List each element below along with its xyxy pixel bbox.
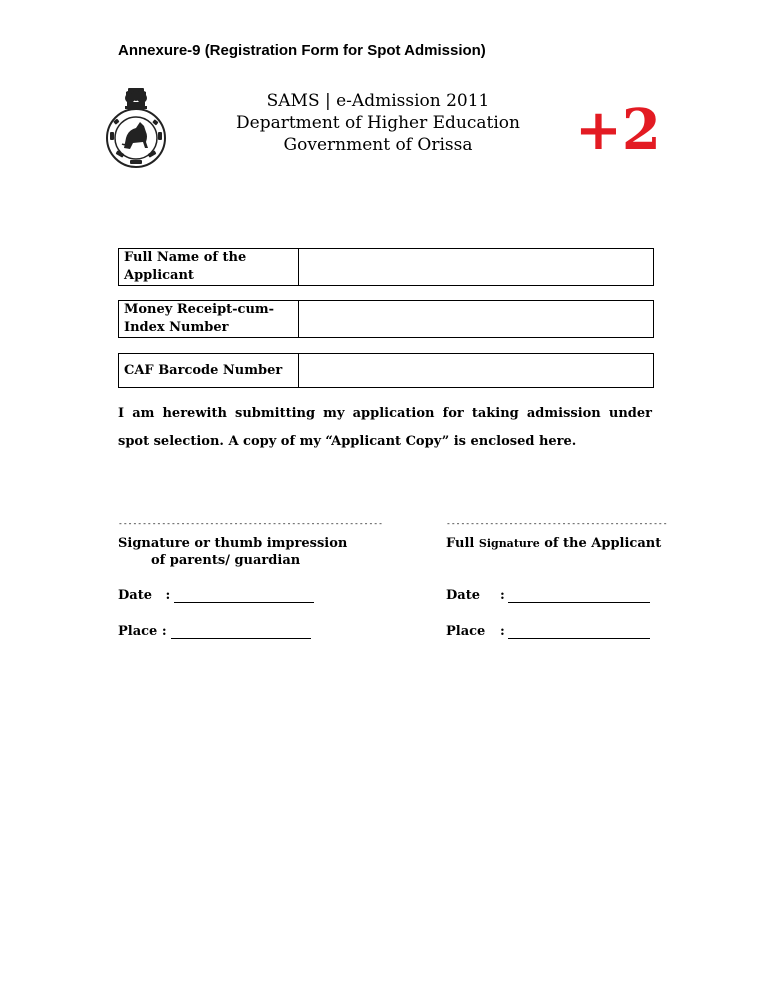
field-money-receipt bbox=[118, 300, 654, 338]
field-label: CAF Barcode Number bbox=[119, 354, 299, 387]
right-date-label: Date bbox=[446, 588, 480, 603]
left-date-input[interactable] bbox=[174, 588, 314, 603]
left-date-label: Date : bbox=[118, 588, 171, 603]
declaration-text: I am herewith submitting my application for taking admission under spot selection. A copy of my “Applicant Copy” is enclosed here. bbox=[118, 406, 652, 449]
field-label: Money Receipt-cum-Index Number bbox=[119, 301, 299, 337]
caf-barcode-input[interactable] bbox=[299, 354, 653, 387]
right-signature-caption bbox=[446, 535, 661, 552]
right-signature-prefix: Full bbox=[446, 536, 475, 551]
field-label: Full Name of the Applicant bbox=[119, 249, 299, 285]
plus-two-badge: +2 bbox=[575, 97, 661, 163]
right-place-row bbox=[446, 624, 650, 639]
field-caf-barcode bbox=[118, 353, 654, 388]
left-date-row bbox=[118, 588, 314, 603]
odisha-state-emblem-icon bbox=[100, 86, 172, 168]
right-date-row bbox=[446, 588, 650, 603]
left-place-label: Place : bbox=[118, 624, 167, 639]
right-place-label: Place bbox=[446, 624, 486, 639]
header-line-department: Department of Higher Education bbox=[236, 113, 520, 133]
right-date-input[interactable] bbox=[508, 588, 650, 603]
left-place-input[interactable] bbox=[171, 624, 311, 639]
right-signature-line: ---------------------------------------------- bbox=[446, 519, 668, 528]
right-signature-suffix: of the Applicant bbox=[544, 536, 662, 551]
left-signature-caption-line1: Signature or thumb impression bbox=[118, 536, 348, 551]
money-receipt-input[interactable] bbox=[299, 301, 653, 337]
right-signature-middle: Signature bbox=[478, 537, 540, 550]
right-place-colon: : bbox=[500, 624, 505, 639]
right-place-input[interactable] bbox=[508, 624, 650, 639]
header-title-block bbox=[210, 90, 546, 156]
left-signature-caption bbox=[118, 535, 347, 569]
annexure-title: Annexure-9 (Registration Form for Spot Admission) bbox=[118, 42, 486, 59]
header-line-sams: SAMS | e-Admission 2011 bbox=[266, 91, 490, 111]
full-name-input[interactable] bbox=[299, 249, 653, 285]
left-signature-caption-line2: of parents/ guardian bbox=[151, 553, 301, 568]
right-date-colon: : bbox=[500, 588, 505, 603]
left-signature-line: ------------------------------------------------------- bbox=[118, 519, 383, 528]
header-line-government: Government of Orissa bbox=[283, 135, 473, 155]
field-full-name bbox=[118, 248, 654, 286]
left-place-row bbox=[118, 624, 311, 639]
